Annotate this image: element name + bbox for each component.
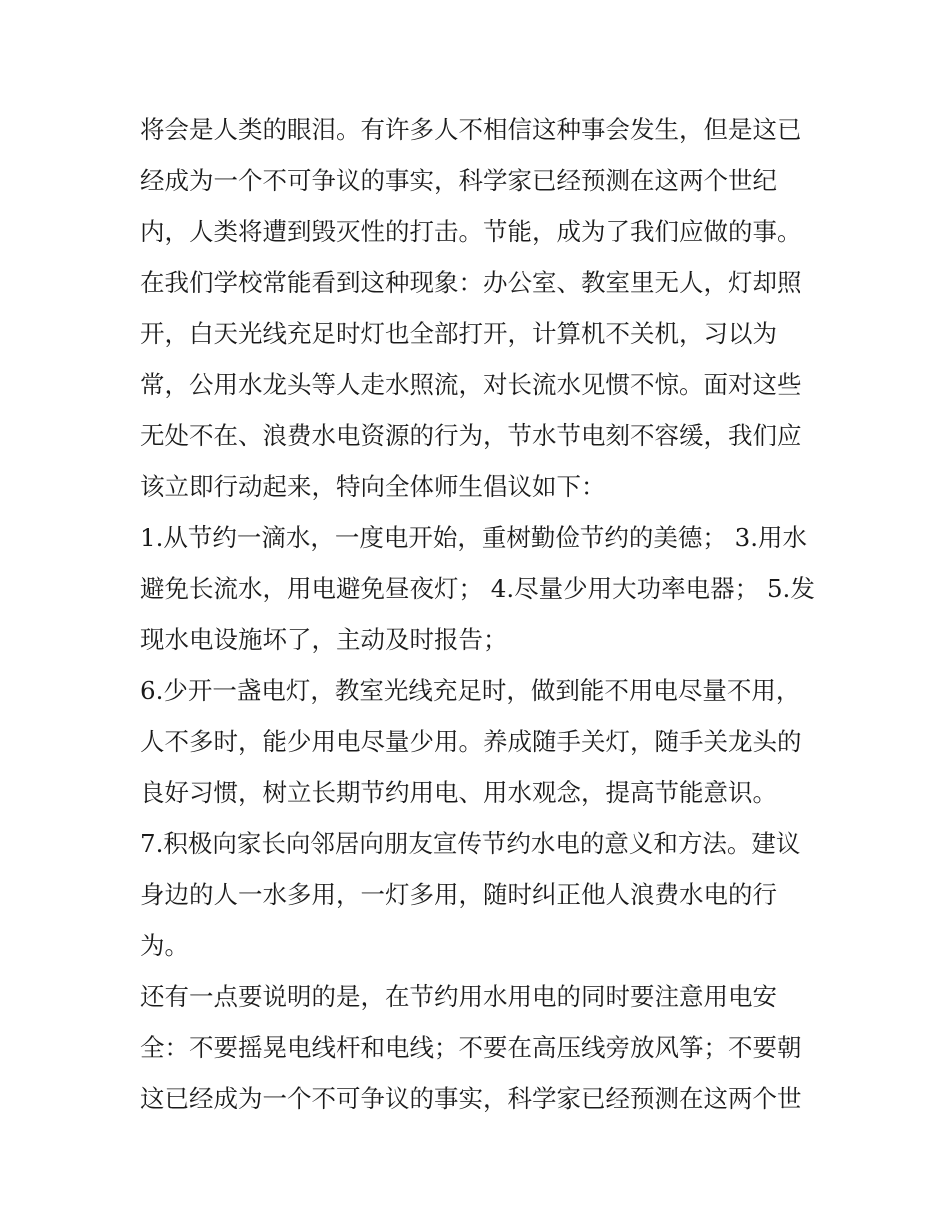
text-line: 经成为一个不可争议的事实，科学家已经预测在这两个世纪 bbox=[140, 166, 777, 195]
text-line: 这已经成为一个不可争议的事实，科学家已经预测在这两个世 bbox=[140, 1084, 802, 1113]
list-item-line: 身边的人一水多用，一灯多用，随时纠正他人浪费水电的行 bbox=[140, 880, 777, 909]
text-line: 该立即行动起来，特向全体师生倡议如下： bbox=[140, 472, 606, 501]
text-line: 开，白天光线充足时灯也全部打开，计算机不关机，习以为 bbox=[140, 319, 777, 348]
list-item-line: 现水电设施坏了，主动及时报告； bbox=[140, 625, 508, 654]
list-item-line: 人不多时，能少用电尽量少用。养成随手关灯，随手关龙头的 bbox=[140, 727, 802, 756]
list-item-line: 6.少开一盏电灯，教室光线充足时，做到能不用电尽量不用， bbox=[140, 676, 801, 705]
text-line: 在我们学校常能看到这种现象：办公室、教室里无人，灯却照 bbox=[140, 268, 802, 297]
list-item-line: 良好习惯，树立长期节约用电、用水观念，提高节能意识。 bbox=[140, 778, 777, 807]
text-line: 全：不要摇晃电线杆和电线；不要在高压线旁放风筝；不要朝 bbox=[140, 1033, 802, 1062]
text-line: 内，人类将遭到毁灭性的打击。节能，成为了我们应做的事。 bbox=[140, 217, 802, 246]
body-text bbox=[140, 104, 820, 1124]
list-item-line: 7.积极向家长向邻居向朋友宣传节约水电的意义和方法。建议 bbox=[140, 829, 801, 858]
list-item-line: 避免长流水，用电避免昼夜灯； 4.尽量少用大功率电器； 5.发 bbox=[140, 574, 815, 603]
text-line: 无处不在、浪费水电资源的行为，节水节电刻不容缓，我们应 bbox=[140, 421, 802, 450]
text-line: 还有一点要说明的是，在节约用水用电的同时要注意用电安 bbox=[140, 982, 777, 1011]
list-item-line: 为。 bbox=[140, 931, 189, 960]
list-item-line: 1.从节约一滴水，一度电开始，重树勤俭节约的美德； 3.用水 bbox=[140, 523, 808, 552]
text-line: 常，公用水龙头等人走水照流，对长流水见惯不惊。面对这些 bbox=[140, 370, 802, 399]
text-line: 将会是人类的眼泪。有许多人不相信这种事会发生，但是这已 bbox=[140, 115, 802, 144]
